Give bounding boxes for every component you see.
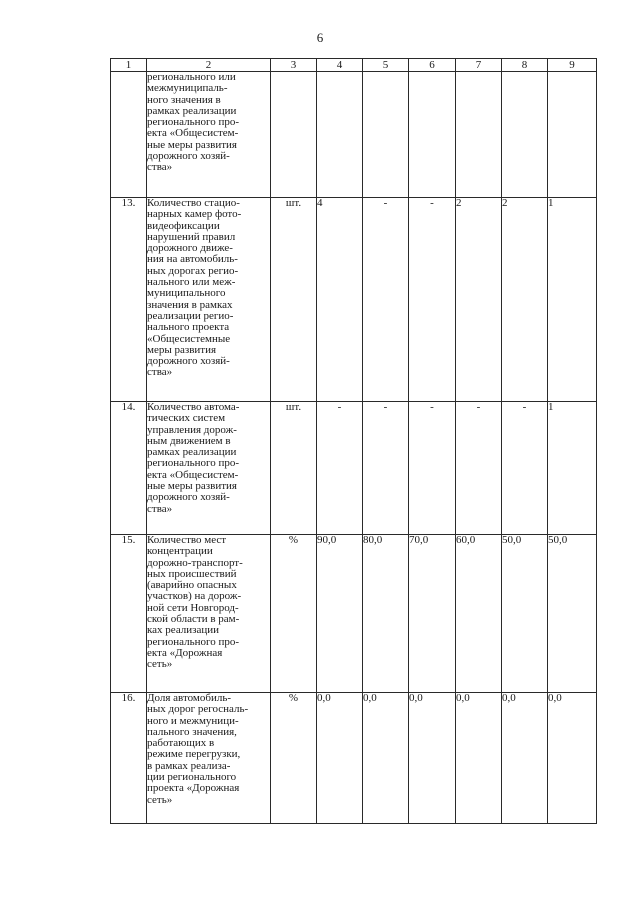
indicator-name-line: сеть» bbox=[147, 793, 173, 806]
indicator-name-line: нарных камер фото- bbox=[147, 208, 242, 221]
header-cell: 1 bbox=[111, 59, 147, 72]
row-number: 15. bbox=[111, 535, 147, 693]
value-cell: 0,0 bbox=[317, 693, 363, 824]
header-cell: 4 bbox=[317, 59, 363, 72]
indicator-name-line: управления дорож- bbox=[147, 423, 237, 436]
unit-cell: % bbox=[271, 693, 317, 824]
row-number bbox=[111, 72, 147, 198]
header-cell: 9 bbox=[548, 59, 597, 72]
unit-cell: шт. bbox=[271, 402, 317, 535]
indicator-name-line: дорожного хозяй- bbox=[147, 150, 230, 163]
value-cell: 60,0 bbox=[456, 535, 502, 693]
value-cell: - bbox=[363, 402, 409, 535]
value-cell: - bbox=[317, 402, 363, 535]
header-cell: 3 bbox=[271, 59, 317, 72]
value-cell: - bbox=[409, 198, 456, 402]
indicator-name-line: ных дорог регосналь- bbox=[147, 703, 249, 716]
indicator-name-line: нарушений правил bbox=[147, 230, 236, 243]
indicator-table bbox=[110, 58, 597, 824]
value-cell: 70,0 bbox=[409, 535, 456, 693]
indicator-name-line: пального значения, bbox=[147, 725, 237, 738]
indicator-name-line: рамках реализации bbox=[147, 446, 237, 459]
indicator-name-line: Доля автомобиль- bbox=[147, 692, 232, 704]
indicator-name-line: (аварийно опасных bbox=[147, 579, 237, 592]
header-cell: 6 bbox=[409, 59, 456, 72]
indicator-name-line: регионального про- bbox=[147, 635, 240, 648]
indicator-name-line: екта «Дорожная bbox=[147, 646, 223, 659]
value-cell bbox=[502, 72, 548, 198]
indicator-name bbox=[147, 198, 271, 402]
indicator-name-line: дорожного хозяй- bbox=[147, 355, 230, 368]
indicator-name-line: дорожного хозяй- bbox=[147, 491, 230, 504]
indicator-name-line: регионального или bbox=[147, 71, 236, 83]
indicator-name-line: екта «Общесистем- bbox=[147, 127, 239, 140]
indicator-name-line: сеть» bbox=[147, 658, 173, 671]
indicator-name-line: ской области в рам- bbox=[147, 613, 240, 626]
indicator-name-line: дорожного движе- bbox=[147, 242, 233, 255]
indicator-name-line: екта «Общесистем- bbox=[147, 468, 239, 481]
indicator-name-line: ках реализации bbox=[147, 624, 220, 637]
table-row bbox=[111, 535, 597, 693]
row-number: 16. bbox=[111, 693, 147, 824]
indicator-name-line: ных дорогах регио- bbox=[147, 264, 239, 277]
value-cell: 80,0 bbox=[363, 535, 409, 693]
indicator-name-line: дорожно-транспорт- bbox=[147, 556, 243, 569]
indicator-name-line: ные меры развития bbox=[147, 138, 237, 151]
indicator-name-line: реализации регио- bbox=[147, 309, 234, 322]
value-cell: - bbox=[363, 198, 409, 402]
indicator-name bbox=[147, 535, 271, 693]
value-cell bbox=[548, 72, 597, 198]
header-row bbox=[111, 59, 597, 72]
row-number: 13. bbox=[111, 198, 147, 402]
indicator-name-line: муниципального bbox=[147, 287, 226, 300]
value-cell: 0,0 bbox=[409, 693, 456, 824]
indicator-name-line: режиме перегрузки, bbox=[147, 748, 241, 761]
indicator-name-line: меры развития bbox=[147, 343, 217, 356]
indicator-name-line: ного значения в bbox=[147, 93, 221, 106]
indicator-name-line: Количество мест bbox=[147, 534, 227, 546]
indicator-name bbox=[147, 402, 271, 535]
unit-cell bbox=[271, 72, 317, 198]
indicator-name-line: Количество автома- bbox=[147, 401, 240, 413]
indicator-name-line: ного и межмуници- bbox=[147, 714, 239, 727]
header-cell: 8 bbox=[502, 59, 548, 72]
value-cell: 2 bbox=[502, 198, 548, 402]
table-row bbox=[111, 198, 597, 402]
indicator-name-line: работающих в bbox=[147, 737, 215, 750]
indicator-name-line: ства» bbox=[147, 502, 173, 515]
page-number: 6 bbox=[316, 30, 324, 45]
table-row bbox=[111, 72, 597, 198]
value-cell: 1 bbox=[548, 402, 597, 535]
indicator-name-line: Количество стацио- bbox=[147, 197, 240, 209]
indicator-name-line: концентрации bbox=[147, 545, 213, 558]
indicator-name-line: нального проекта bbox=[147, 321, 230, 334]
indicator-name-line: ства» bbox=[147, 366, 173, 379]
indicator-name-line: регионального про- bbox=[147, 116, 240, 129]
value-cell: - bbox=[456, 402, 502, 535]
value-cell: 1 bbox=[548, 198, 597, 402]
value-cell bbox=[363, 72, 409, 198]
indicator-name-line: нального или меж- bbox=[147, 276, 236, 289]
indicator-name-line: участков) на дорож- bbox=[147, 590, 242, 603]
value-cell bbox=[409, 72, 456, 198]
value-cell: 4 bbox=[317, 198, 363, 402]
indicator-name-line: значения в рамках bbox=[147, 298, 233, 311]
row-number: 14. bbox=[111, 402, 147, 535]
value-cell: 50,0 bbox=[502, 535, 548, 693]
value-cell: 0,0 bbox=[456, 693, 502, 824]
indicator-name-line: ной сети Новгород- bbox=[147, 601, 239, 614]
indicator-name-line: ным движением в bbox=[147, 434, 231, 447]
indicator-name-line: проекта «Дорожная bbox=[147, 782, 240, 795]
value-cell: 0,0 bbox=[548, 693, 597, 824]
value-cell bbox=[456, 72, 502, 198]
table-row bbox=[111, 402, 597, 535]
header-cell: 2 bbox=[147, 59, 271, 72]
header-cell: 7 bbox=[456, 59, 502, 72]
value-cell: 90,0 bbox=[317, 535, 363, 693]
table-row bbox=[111, 693, 597, 824]
indicator-name bbox=[147, 693, 271, 824]
indicator-name-line: ные меры развития bbox=[147, 480, 237, 493]
indicator-name bbox=[147, 72, 271, 198]
indicator-name-line: регионального про- bbox=[147, 457, 240, 470]
value-cell: 0,0 bbox=[502, 693, 548, 824]
indicator-name-line: межмуниципаль- bbox=[147, 82, 228, 95]
indicator-name-line: в рамках реализа- bbox=[147, 759, 231, 772]
value-cell: 2 bbox=[456, 198, 502, 402]
value-cell: 50,0 bbox=[548, 535, 597, 693]
indicator-name-line: ных происшествий bbox=[147, 567, 237, 580]
indicator-name-line: ции регионального bbox=[147, 771, 237, 784]
value-cell: 0,0 bbox=[363, 693, 409, 824]
indicator-name-line: видеофиксации bbox=[147, 219, 220, 232]
unit-cell: шт. bbox=[271, 198, 317, 402]
value-cell: - bbox=[502, 402, 548, 535]
unit-cell: % bbox=[271, 535, 317, 693]
indicator-name-line: «Общесистемные bbox=[147, 332, 231, 345]
value-cell bbox=[317, 72, 363, 198]
value-cell: - bbox=[409, 402, 456, 535]
indicator-name-line: тических систем bbox=[147, 412, 226, 425]
indicator-name-line: ства» bbox=[147, 161, 173, 174]
indicator-name-line: ния на автомобиль- bbox=[147, 253, 238, 266]
header-cell: 5 bbox=[363, 59, 409, 72]
indicator-name-line: рамках реализации bbox=[147, 104, 237, 117]
